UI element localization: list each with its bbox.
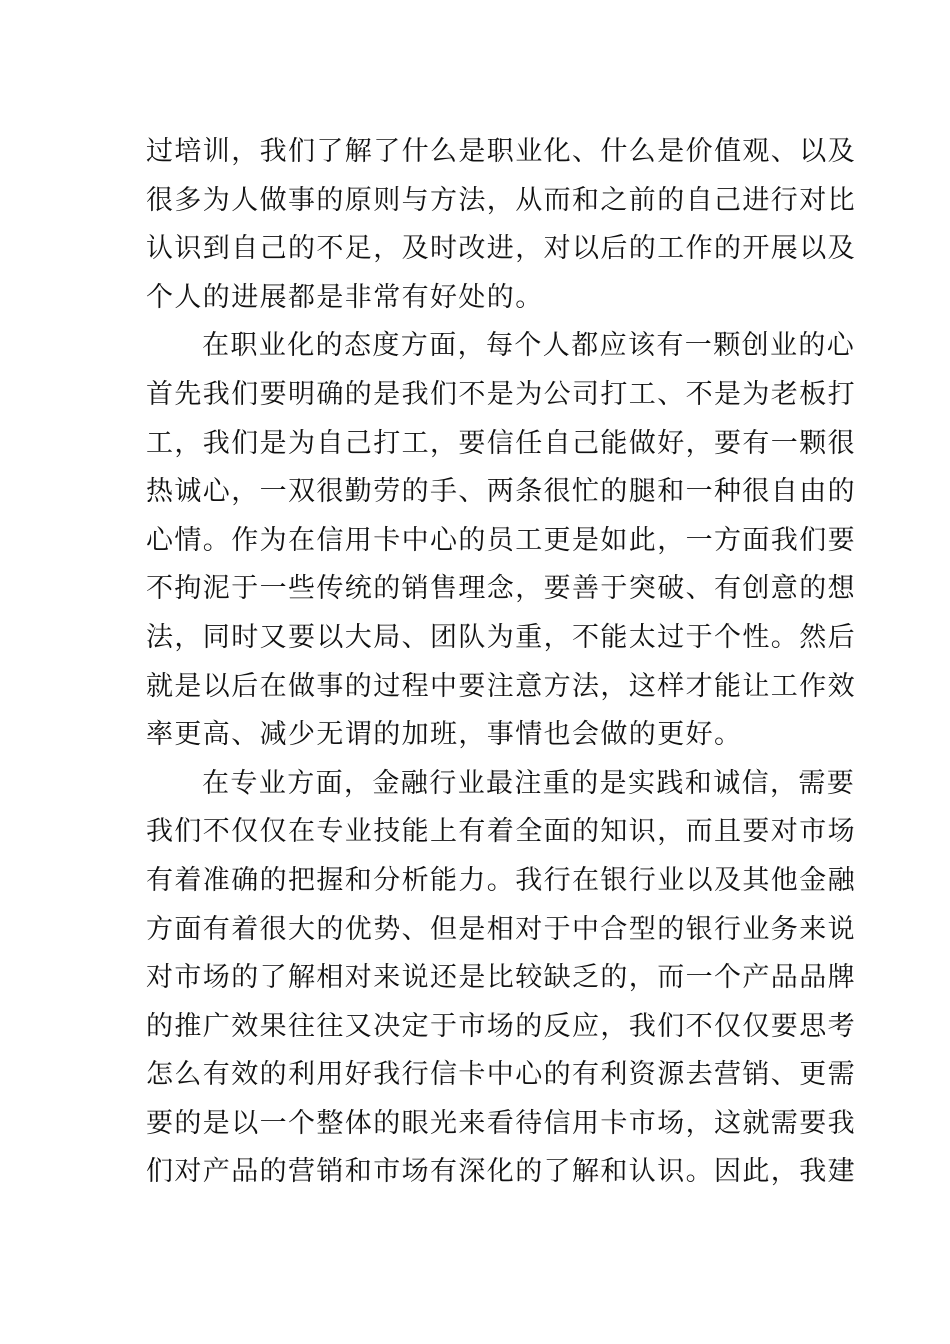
- text-line-19: 的推广效果往往又决定于市场的反应，我们不仅仅要思考: [146, 1010, 856, 1042]
- body-text: [146, 128, 856, 1197]
- text-line-12: 就是以后在做事的过程中要注意方法，这样才能让工作效: [146, 670, 856, 702]
- text-line-16: 有着准确的把握和分析能力。我行在银行业以及其他金融: [146, 864, 856, 896]
- text-line-4: 个人的进展都是非常有好处的。: [146, 281, 544, 313]
- paragraph-start-line-14: 在专业方面，金融行业最注重的是实践和诚信，需要: [202, 767, 856, 799]
- text-line-20: 怎么有效的利用好我行信卡中心的有利资源去营销、更需: [146, 1059, 856, 1091]
- text-line-11: 法，同时又要以大局、团队为重，不能太过于个性。然后: [146, 621, 856, 653]
- text-line-18: 对市场的了解相对来说还是比较缺乏的，而一个产品品牌: [146, 962, 856, 994]
- text-line-17: 方面有着很大的优势、但是相对于中合型的银行业务来说: [146, 913, 856, 945]
- text-line-10: 不拘泥于一些传统的销售理念，要善于突破、有创意的想: [146, 573, 856, 605]
- text-line-22: 们对产品的营销和市场有深化的了解和认识。因此，我建: [146, 1156, 856, 1188]
- text-line-13: 率更高、减少无谓的加班，事情也会做的更好。: [146, 719, 743, 751]
- text-line-3: 认识到自己的不足，及时改进，对以后的工作的开展以及: [146, 233, 856, 265]
- text-line-15: 我们不仅仅在专业技能上有着全面的知识，而且要对市场: [146, 816, 856, 848]
- text-line-21: 要的是以一个整体的眼光来看待信用卡市场，这就需要我: [146, 1107, 856, 1139]
- text-line-1: 过培训，我们了解了什么是职业化、什么是价值观、以及: [146, 136, 856, 167]
- text-line-2: 很多为人做事的原则与方法，从而和之前的自己进行对比: [146, 184, 856, 216]
- paragraph-start-line-5: 在职业化的态度方面，每个人都应该有一颗创业的心: [202, 330, 856, 362]
- text-line-6: 首先我们要明确的是我们不是为公司打工、不是为老板打: [146, 378, 856, 410]
- text-line-9: 心情。作为在信用卡中心的员工更是如此，一方面我们要: [146, 524, 856, 556]
- text-line-8: 热诚心，一双很勤劳的手、两条很忙的腿和一种很自由的: [146, 476, 856, 508]
- text-line-7: 工，我们是为自己打工，要信任自己能做好，要有一颗很: [146, 427, 856, 459]
